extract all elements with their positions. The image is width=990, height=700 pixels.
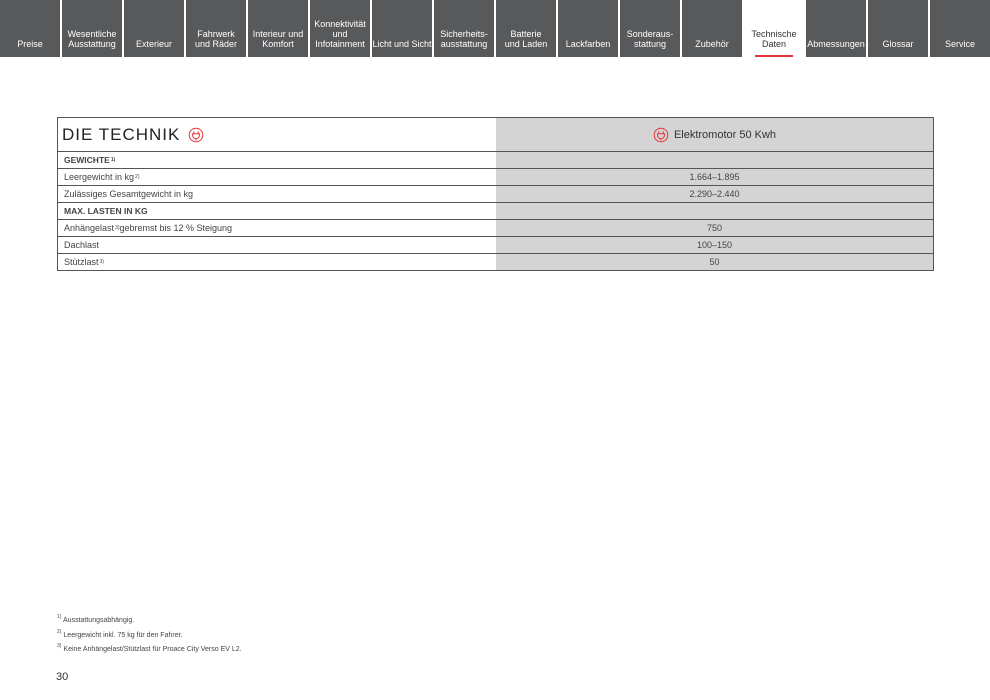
electric-plug-icon — [188, 127, 204, 143]
tab-interieur-und-komfort[interactable] — [248, 0, 308, 57]
tab-label: Sonderaus- stattung — [626, 29, 674, 49]
tab-exterieur[interactable] — [124, 0, 184, 57]
column-header-label: Elektromotor 50 Kwh — [673, 128, 777, 141]
row-label: Stützlast — [64, 257, 99, 267]
tab-konnektivitaet[interactable] — [310, 0, 370, 57]
footnote-mark: 2) — [57, 628, 62, 635]
table-header-row — [58, 118, 933, 151]
tab-glossar[interactable] — [868, 0, 928, 57]
row-label: Anhängelast — [64, 223, 115, 233]
row-value: 100–150 — [496, 237, 933, 253]
tab-label: Fahrwerk und Räder — [194, 29, 238, 49]
table-row — [58, 253, 933, 270]
row-label: Leergewicht in kg — [64, 172, 135, 182]
tab-label: Interieur und Komfort — [252, 29, 304, 49]
tab-label: Wesentliche Ausstattung — [67, 29, 117, 49]
tab-label: Lackfarben — [565, 39, 611, 49]
footnote: $^{2)}$ Leergewicht inkl. 75 kg für den Fahrer. — [57, 628, 183, 639]
tab-label: Glossar — [882, 39, 914, 49]
tab-label: Service — [944, 39, 975, 49]
footnote-mark: 2) — [135, 174, 140, 180]
row-value: 50 — [496, 254, 933, 270]
row-label: Dachlast — [64, 240, 100, 250]
table-title: DIE TECHNIK — [62, 124, 181, 144]
electric-plug-icon — [653, 127, 669, 143]
tab-sonderausstattung[interactable] — [620, 0, 680, 57]
column-header-cell — [496, 118, 933, 151]
tab-zubehoer[interactable] — [682, 0, 742, 57]
tab-label: Technische Daten — [751, 29, 797, 49]
row-value: 2.290–2.440 — [496, 186, 933, 202]
footnote-mark: 3) — [99, 259, 104, 265]
tab-sicherheitsausstattung[interactable] — [434, 0, 494, 57]
tab-label: Zubehör — [695, 39, 729, 49]
section-heading-row — [58, 202, 933, 219]
technical-data-table — [57, 117, 934, 271]
tab-preise[interactable] — [0, 0, 60, 57]
tab-label: Preise — [17, 39, 43, 49]
tab-label: Sicherheits- ausstattung — [440, 29, 488, 49]
tab-label: Exterieur — [135, 39, 172, 49]
tab-lackfarben[interactable] — [558, 0, 618, 57]
section-heading: MAX. LASTEN IN KG — [64, 206, 148, 216]
tab-wesentliche-ausstattung[interactable] — [62, 0, 122, 57]
section-heading-row — [58, 151, 933, 168]
tab-label: Batterie und Laden — [504, 29, 548, 49]
top-navigation — [0, 0, 990, 57]
row-value: 1.664–1.895 — [496, 169, 933, 185]
tab-label: Abmessungen — [807, 39, 865, 49]
tab-abmessungen[interactable] — [806, 0, 866, 57]
tab-batterie-und-laden[interactable] — [496, 0, 556, 57]
footnote-mark: 3) — [57, 643, 62, 649]
footnote-mark: 3) — [115, 225, 120, 231]
tab-label: Licht und Sicht — [372, 39, 432, 49]
table-row: Anhängelast 3) gebremst bis 12 % Steigung 750 — [58, 219, 933, 236]
footnote-mark: 1) — [110, 157, 116, 163]
tab-service[interactable] — [930, 0, 990, 57]
table-row — [58, 168, 933, 185]
footnote: $^{1)}$ Ausstattungsabhängig. — [57, 614, 135, 624]
section-heading: GEWICHTE — [64, 155, 110, 165]
tab-licht-und-sicht[interactable] — [372, 0, 432, 57]
footnote: $^{3)}$ Keine Anhängelast/Stützlast für Proace City Verso EV L2. — [57, 643, 242, 653]
table-title-cell — [58, 118, 496, 151]
table-row — [58, 185, 933, 202]
tab-technische-daten[interactable] — [744, 0, 804, 57]
row-label: Zulässiges Gesamtgewicht in kg — [64, 189, 194, 199]
tab-label: Konnektivität und Infotainment — [314, 19, 366, 49]
footnotes — [56, 612, 242, 656]
row-value: 750 — [496, 220, 933, 236]
page-number: 30 — [56, 671, 69, 683]
footnote-mark: 1) — [57, 614, 62, 620]
table-row — [58, 236, 933, 253]
tab-fahrwerk-und-raeder[interactable] — [186, 0, 246, 57]
